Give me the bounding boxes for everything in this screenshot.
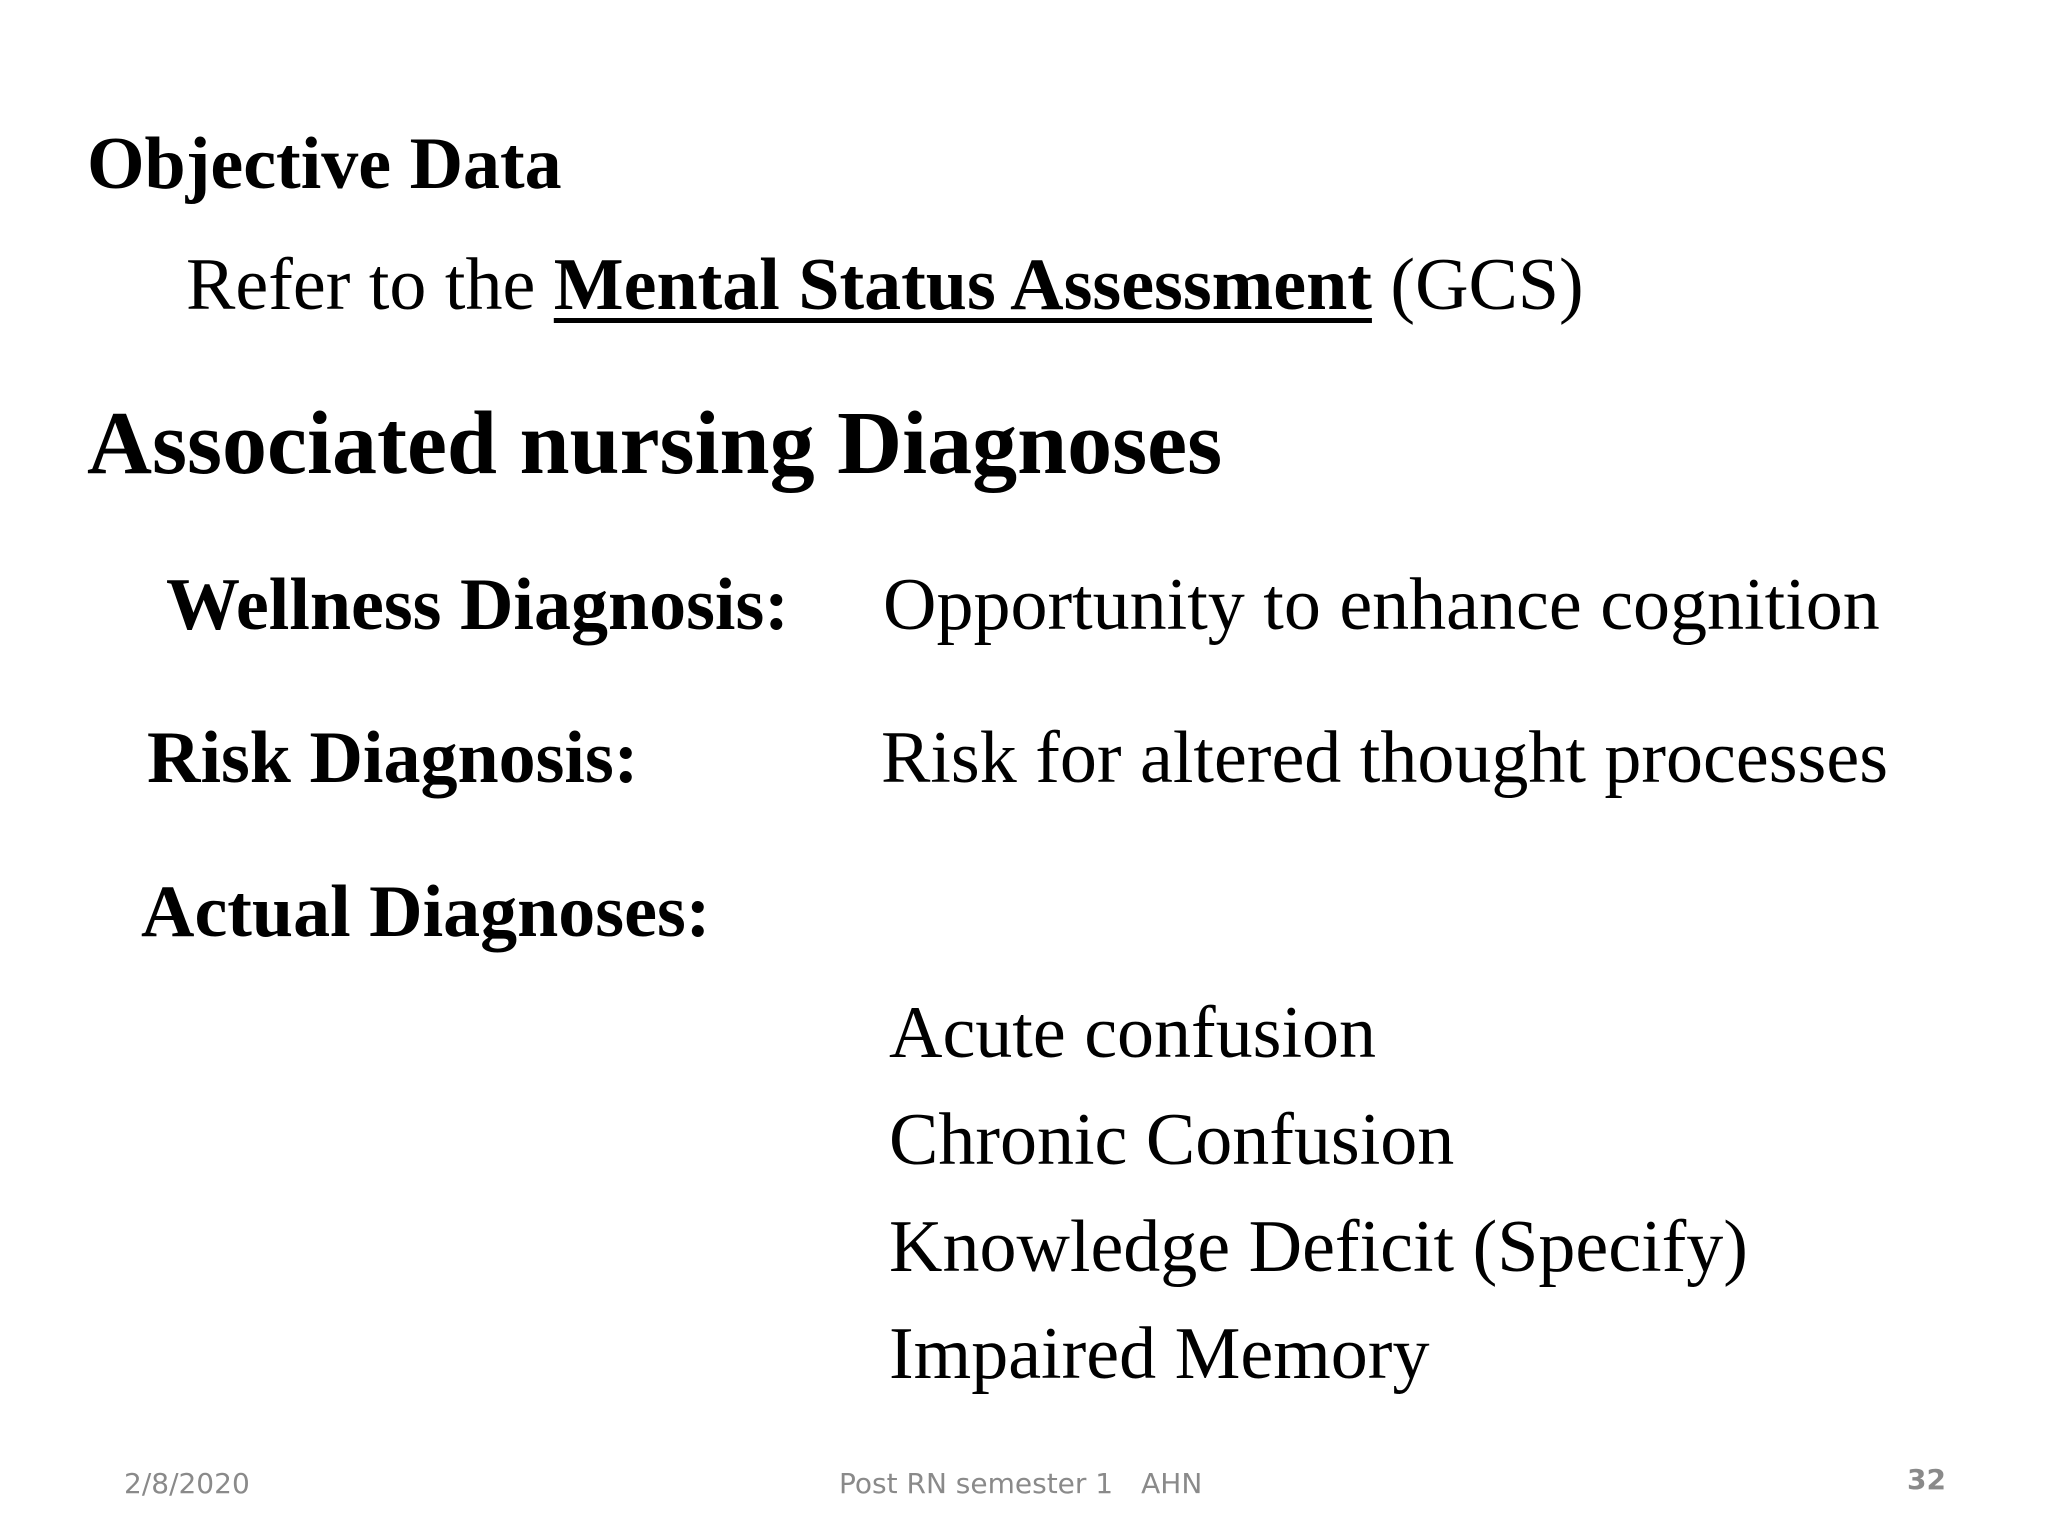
actual-diagnosis-item: Knowledge Deficit (Specify) — [889, 1206, 1748, 1288]
risk-diagnosis-label: Risk Diagnosis: — [147, 717, 639, 799]
actual-diagnosis-item: Chronic Confusion — [889, 1099, 1455, 1181]
objective-data-heading: Objective Data — [87, 123, 562, 205]
refer-prefix: Refer to the — [186, 244, 554, 326]
risk-diagnosis-value: Risk for altered thought processes — [881, 717, 1888, 799]
associated-diagnoses-heading: Associated nursing Diagnoses — [87, 394, 1223, 493]
footer-center-text: Post RN semester 1 AHN — [839, 1467, 1203, 1500]
actual-diagnosis-item: Acute confusion — [889, 992, 1377, 1074]
wellness-diagnosis-value: Opportunity to enhance cognition — [883, 564, 1880, 646]
wellness-diagnosis-label: Wellness Diagnosis: — [166, 564, 789, 646]
slide-number: 32 — [1907, 1463, 1946, 1496]
footer-date: 2/8/2020 — [124, 1467, 250, 1500]
refer-suffix: (GCS) — [1371, 244, 1584, 326]
refer-line — [186, 243, 1584, 328]
actual-diagnoses-label: Actual Diagnoses: — [141, 871, 711, 953]
mental-status-assessment-link[interactable]: Mental Status Assessment — [553, 244, 1372, 326]
actual-diagnosis-item: Impaired Memory — [889, 1313, 1430, 1395]
